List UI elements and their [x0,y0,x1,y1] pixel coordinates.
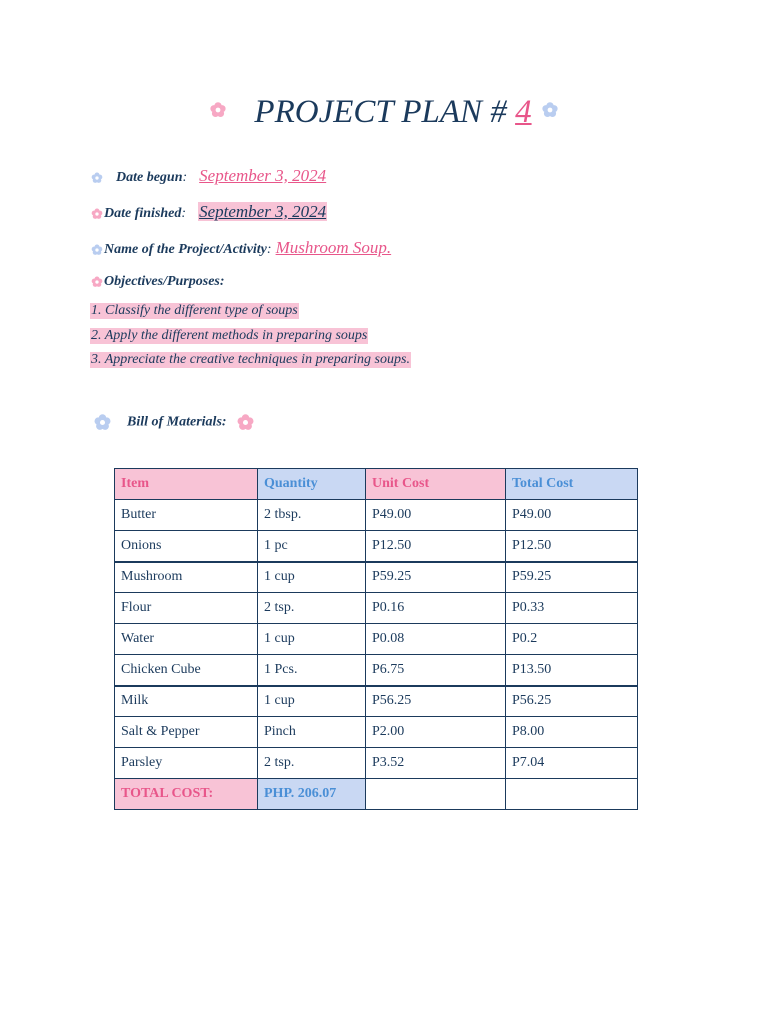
objective-item: 2. Apply the different methods in preparing soups [91,328,368,343]
cell-item: Onions [115,531,258,562]
project-name-row [90,238,391,258]
title-prefix: PROJECT PLAN # [254,94,516,130]
total-cost-value: PHP. 206.07 [258,779,366,810]
date-finished-row [90,202,327,222]
cell-unit-cost: P6.75 [366,655,506,686]
cell-unit-cost: P49.00 [366,500,506,531]
cell-quantity: Pinch [258,717,366,748]
flower-icon [90,275,104,289]
cell-item: Butter [115,500,258,531]
total-row [115,779,638,810]
table-header-row [115,469,638,500]
flower-icon [90,207,104,221]
colon: : [181,206,187,221]
empty-cell [506,779,638,810]
cell-unit-cost: P59.25 [366,562,506,593]
total-cost-label: TOTAL COST: [115,779,258,810]
objectives-row [90,273,225,290]
table-row [115,655,638,686]
cell-quantity: 1 cup [258,624,366,655]
cell-item: Chicken Cube [115,655,258,686]
flower-icon [90,171,104,185]
project-number: 4 [515,94,532,130]
cell-item: Water [115,624,258,655]
date-finished-value: September 3, 2024 [199,202,327,221]
cell-item: Flour [115,593,258,624]
cell-total-cost: P0.2 [506,624,638,655]
flower-icon [540,100,560,120]
colon: : [266,242,272,257]
table-row [115,531,638,562]
header-total-cost: Total Cost [506,469,638,500]
cell-total-cost: P0.33 [506,593,638,624]
header-quantity: Quantity [258,469,366,500]
cell-quantity: 2 tsp. [258,593,366,624]
table-row [115,562,638,593]
cell-item: Salt & Pepper [115,717,258,748]
flower-icon [208,100,228,120]
cell-quantity: 2 tbsp. [258,500,366,531]
header-item: Item [115,469,258,500]
cell-unit-cost: P12.50 [366,531,506,562]
table-row [115,717,638,748]
flower-icon [235,412,256,433]
flower-icon [90,243,104,257]
cell-quantity: 1 pc [258,531,366,562]
cell-quantity: 2 tsp. [258,748,366,779]
objectives-label: Objectives/Purposes: [104,274,225,289]
objective-item: 3. Appreciate the creative techniques in preparing soups. [91,352,410,367]
cell-item: Mushroom [115,562,258,593]
project-name-value: Mushroom Soup. [275,238,392,257]
cell-unit-cost: P3.52 [366,748,506,779]
cell-item: Parsley [115,748,258,779]
date-begun-label: Date begun [116,170,183,185]
table-row [115,593,638,624]
table-row [115,748,638,779]
date-begun-value: September 3, 2024 [199,166,327,185]
colon: : [182,170,188,185]
page-title [0,94,768,131]
table-row [115,624,638,655]
cell-quantity: 1 cup [258,686,366,717]
cell-total-cost: P56.25 [506,686,638,717]
bill-of-materials-heading [92,412,256,433]
cell-unit-cost: P0.16 [366,593,506,624]
cell-total-cost: P7.04 [506,748,638,779]
date-finished-label: Date finished [104,206,182,221]
cell-unit-cost: P2.00 [366,717,506,748]
cell-unit-cost: P56.25 [366,686,506,717]
project-name-label: Name of the Project/Activity [104,242,267,257]
cell-total-cost: P59.25 [506,562,638,593]
table-row [115,500,638,531]
header-unit-cost: Unit Cost [366,469,506,500]
cell-total-cost: P13.50 [506,655,638,686]
cell-item: Milk [115,686,258,717]
bill-label: Bill of Materials: [127,414,227,430]
cell-total-cost: P49.00 [506,500,638,531]
cell-unit-cost: P0.08 [366,624,506,655]
cell-total-cost: P8.00 [506,717,638,748]
cell-quantity: 1 cup [258,562,366,593]
empty-cell [366,779,506,810]
objective-item: 1. Classify the different type of soups [91,303,298,318]
cell-total-cost: P12.50 [506,531,638,562]
flower-icon [92,412,113,433]
table-row [115,686,638,717]
date-begun-row [90,166,326,186]
cell-quantity: 1 Pcs. [258,655,366,686]
materials-table [114,468,638,810]
